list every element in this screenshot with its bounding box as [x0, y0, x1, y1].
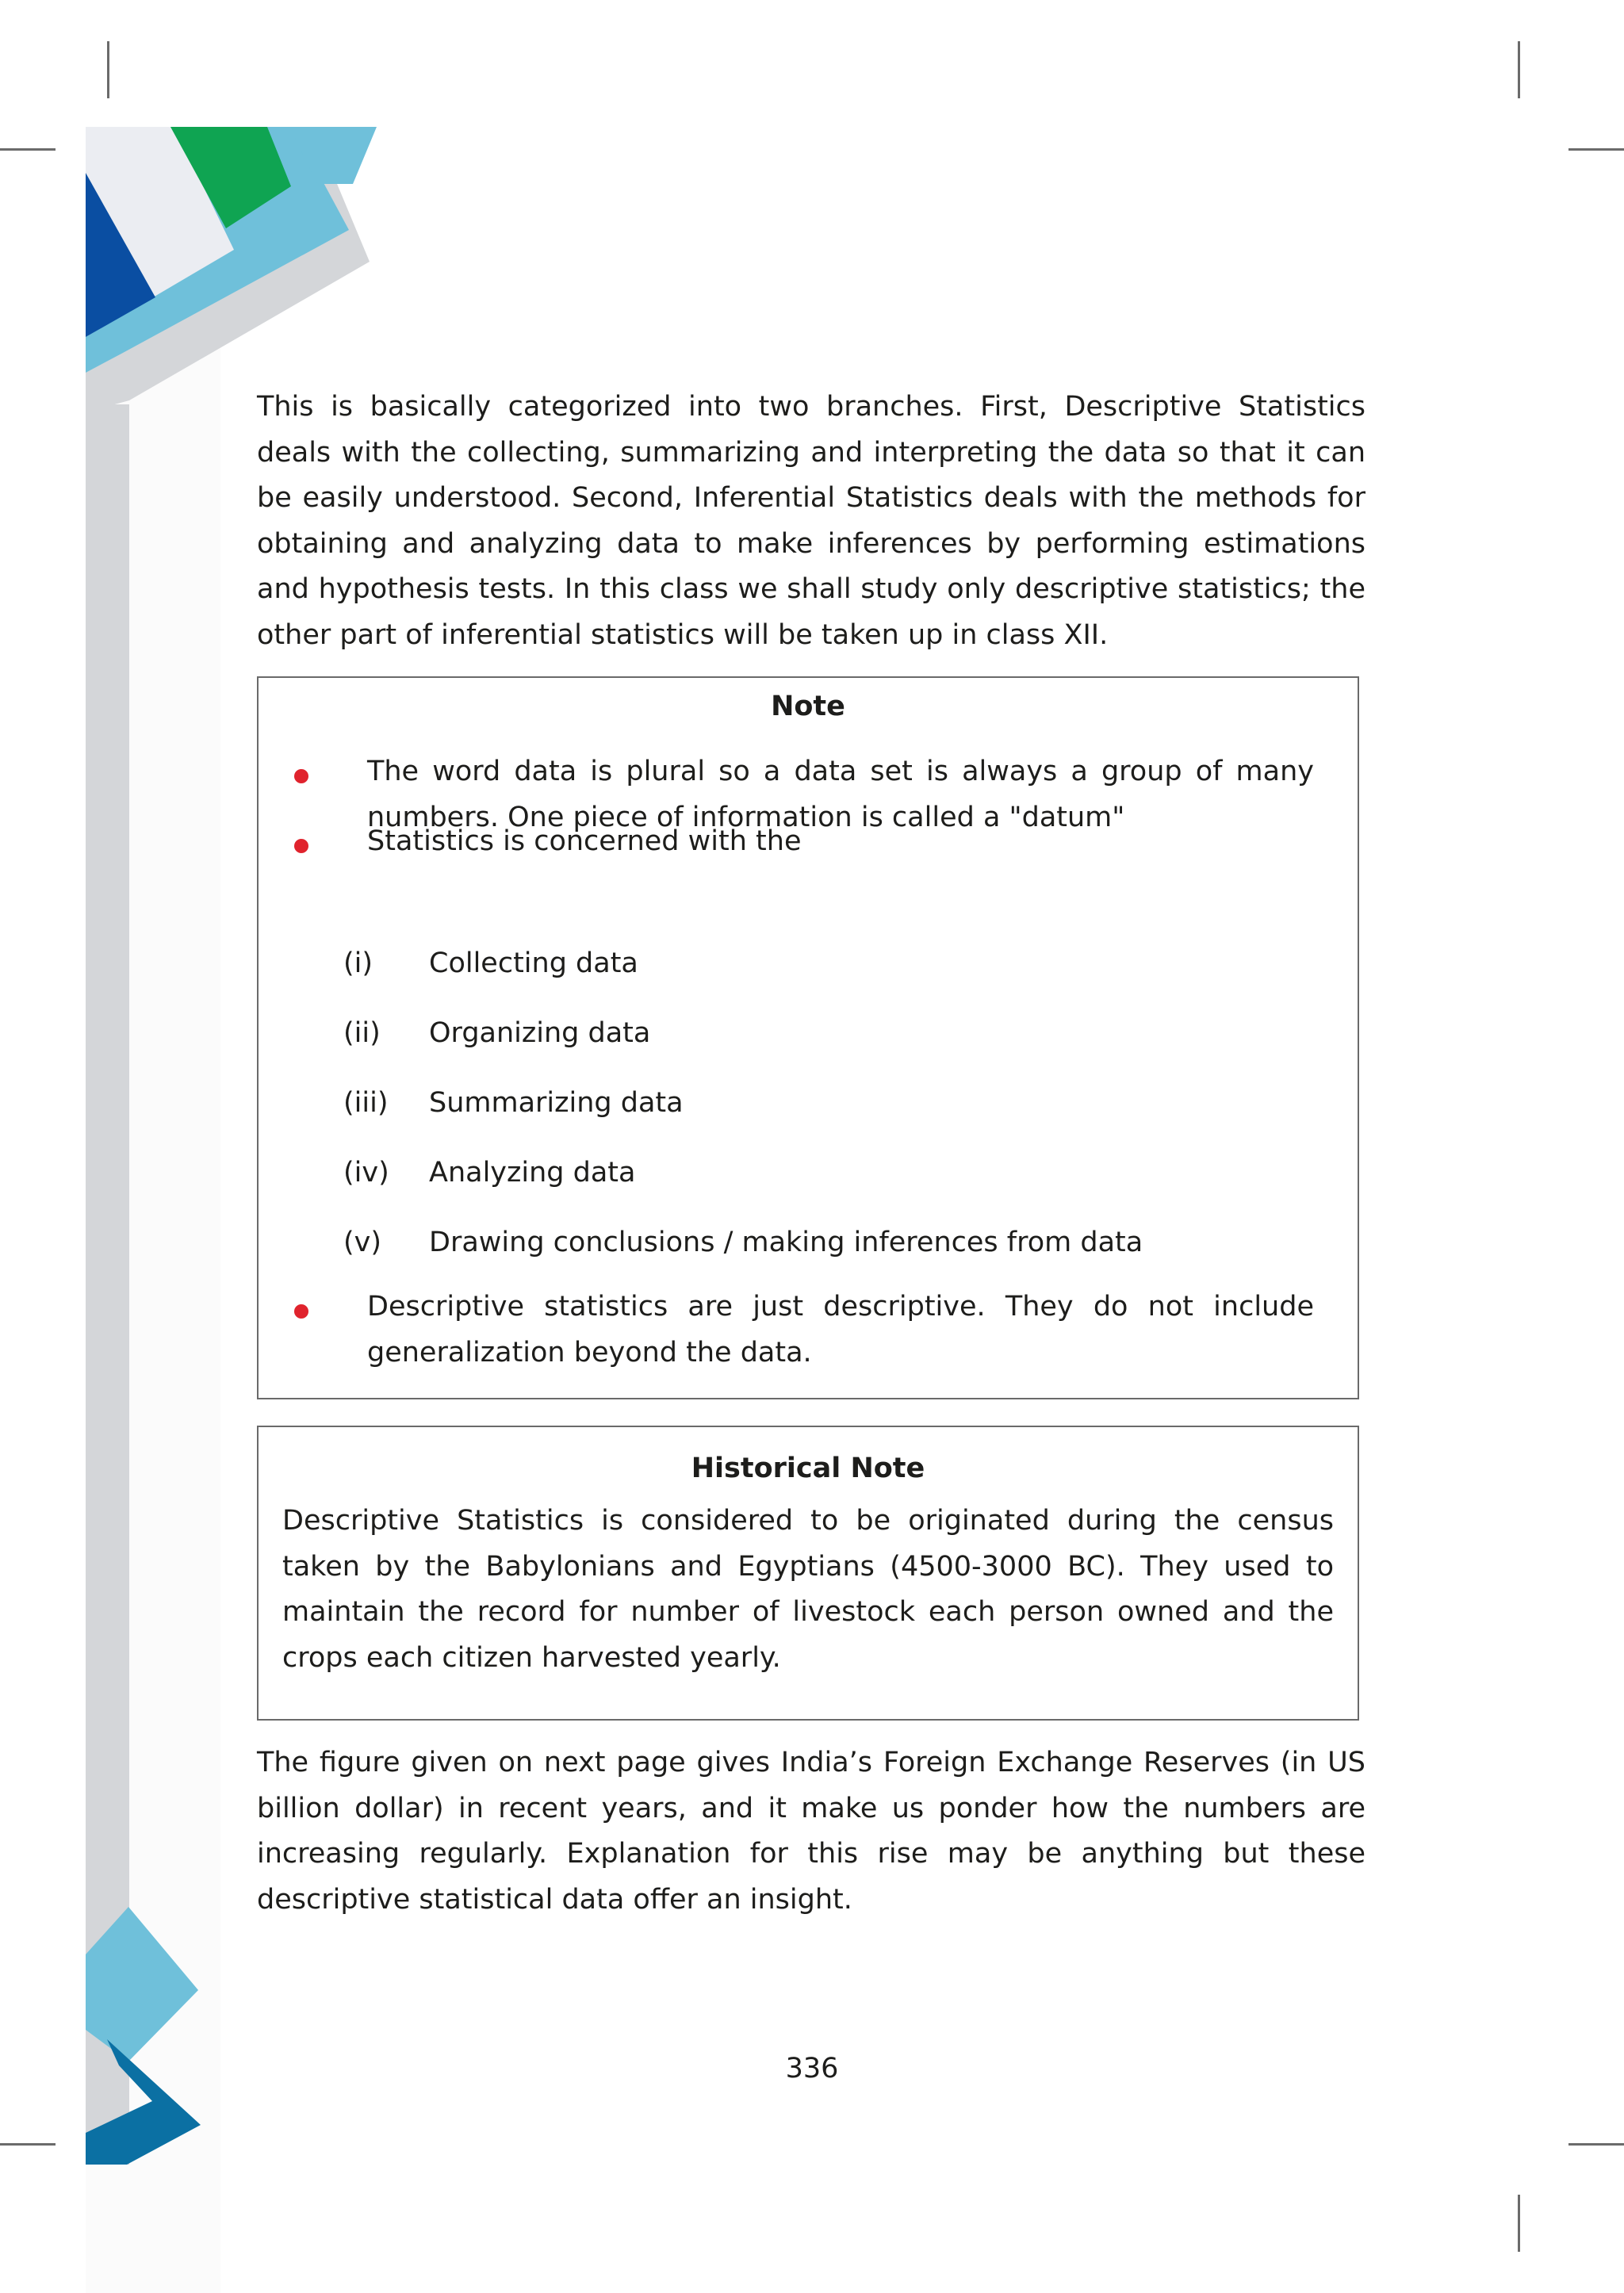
list-item-number: (ii) — [343, 1017, 381, 1049]
list-item-number: (v) — [343, 1227, 382, 1258]
list-item-number: (i) — [343, 947, 373, 979]
note-box — [257, 676, 1359, 1399]
historical-note-text: Descriptive Statistics is considered to be originated during the census taken by the Babylonians and Egyptians (4500-3000 BC). They used to maintain the record for number of livestock each person owned and the crops each citizen harvested yearly. — [282, 1505, 1334, 1674]
list-item-text: Collecting data — [429, 947, 638, 979]
list-item-text: Organizing data — [429, 1017, 651, 1049]
note-bullet-text: Descriptive statistics are just descriptive. They do not include generalization beyond the data. — [367, 1291, 1314, 1369]
closing-paragraph: The figure given on next page gives India’s Foreign Exchange Reserves (in US billion dollar) in recent years, and it make us ponder how the numbers are increasing regularly. Explanation for this rise may be anything but these descriptive statistical data offer an insight. — [257, 1747, 1365, 1916]
list-item-text: Drawing conclusions / making inferences from data — [429, 1227, 1143, 1258]
bullet-dot-icon — [294, 839, 308, 853]
intro-paragraph: This is basically categorized into two branches. First, Descriptive Statistics deals with the collecting, summarizing and interpreting the data so that it can be easily understood. Second, Inferential Statistics deals with the methods for obtaining and analyzing data to make inferences by performing estimations and hypothesis tests. In this class we shall study only descriptive statistics; the other part of inferential statistics will be taken up in class XII. — [257, 391, 1365, 651]
historical-note-box — [257, 1426, 1359, 1721]
left-grey-bar — [86, 404, 129, 2165]
bullet-dot-icon — [294, 1304, 308, 1319]
note-bullet — [282, 819, 1314, 867]
note-bullet-text: Statistics is concerned with the — [367, 825, 802, 857]
list-item-text: Summarizing data — [429, 1087, 684, 1119]
page-number: 336 — [785, 2053, 839, 2084]
note-box-title: Note — [771, 691, 845, 722]
list-item-number: (iii) — [343, 1087, 389, 1119]
historical-note-title: Historical Note — [691, 1453, 925, 1484]
note-bullet — [282, 1284, 1314, 1380]
list-item-number: (iv) — [343, 1157, 389, 1189]
bullet-dot-icon — [294, 769, 308, 783]
note-bullet-text: The word data is plural so a data set is always a group of many numbers. One piece of information is called a "datum" — [367, 756, 1314, 833]
list-item-text: Analyzing data — [429, 1157, 636, 1189]
